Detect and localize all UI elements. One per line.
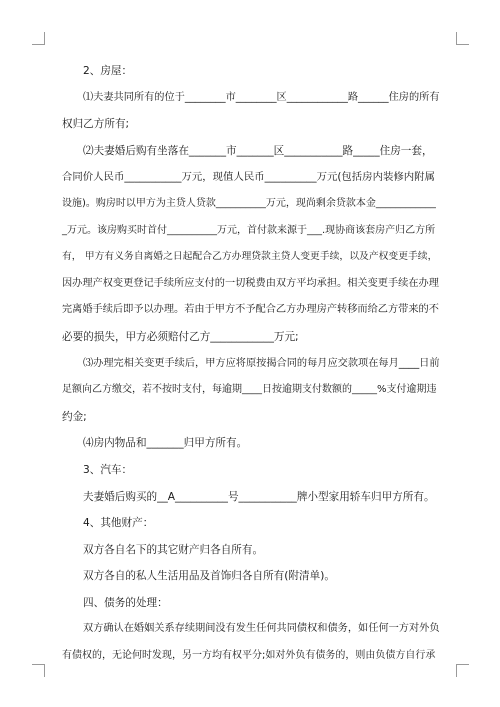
clause-line: 完离婚手续后即予以办理。若由于甲方不予配合乙方办理房产转移而给乙方带来的不 [62, 304, 439, 316]
clause-line: 双方各自名下的其它财产归各自所有。 [83, 543, 264, 556]
document-body [62, 58, 440, 670]
clause-line: ⑷房内物品和_______归甲方所有。 [83, 437, 248, 450]
clause-line: _万元。该房购买时首付__________万元，首付款来源于___.现协商该套房产归乙方所 [62, 224, 436, 236]
clause-line: 权归乙方所有; [62, 118, 130, 131]
crop-mark-bottom-right [456, 664, 469, 677]
clause-line: ⑵夫妻婚后购有坐落在_______市_______区___________路_____住房一套， [83, 144, 433, 157]
clause-line: 必要的损失，甲方必须赔付乙方____________万元; [62, 330, 299, 343]
section-heading-debts: 四、债务的处理： [83, 596, 168, 609]
clause-line: 合同价人民币___________万元，现值人民币__________万元(包括房内装修内附属 [62, 171, 435, 184]
clause-line: 双方确认在婚姻关系存续期间没有发生任何共同债权和债务，如任何一方对外负 [83, 623, 440, 635]
section-heading-house: 2、房屋： [83, 65, 133, 77]
clause-line: 有债权的，无论何时发现，另一方均有权平分;如对外负有债务的，则由负债方自行承 [62, 650, 436, 662]
section-heading-other-property: 4、其他财产： [83, 517, 154, 530]
crop-mark-bottom-left [32, 664, 45, 677]
clause-line: 因办理产权变更登记手续所应支付的一切税费由双方平均承担。相关变更手续在办理 [62, 277, 439, 289]
clause-line: 有， 甲方有义务自离婚之日起配合乙方办理贷款主贷人变更手续，以及产权变更手续， [62, 251, 438, 263]
clause-line: 双方各自的私人生活用品及首饰归各自所有(附清单)。 [83, 570, 335, 583]
clause-line: 约金; [62, 410, 87, 423]
clause-line: 足额向乙方缴交，若不按时支付，每逾期____日按逾期支付数额的_____%支付逾期违 [62, 384, 437, 396]
clause-line: ⑴夫妻共同所有的位于________市________区____________路______住房的所有 [83, 91, 440, 103]
crop-mark-top-left [32, 32, 45, 45]
crop-mark-top-right [456, 32, 469, 45]
clause-line: 设施)。购房时以甲方为主贷人贷款__________万元，现尚剩余贷款本金____________ [62, 197, 436, 209]
clause-line: 夫妻婚后购买的__A__________号___________牌小型家用轿车归甲方所有。 [83, 490, 435, 503]
clause-line: ⑶办理完相关变更手续后，甲方应将原按揭合同的每月应交款项在每月____日前 [83, 357, 440, 369]
section-heading-car: 3、汽车： [83, 463, 133, 476]
